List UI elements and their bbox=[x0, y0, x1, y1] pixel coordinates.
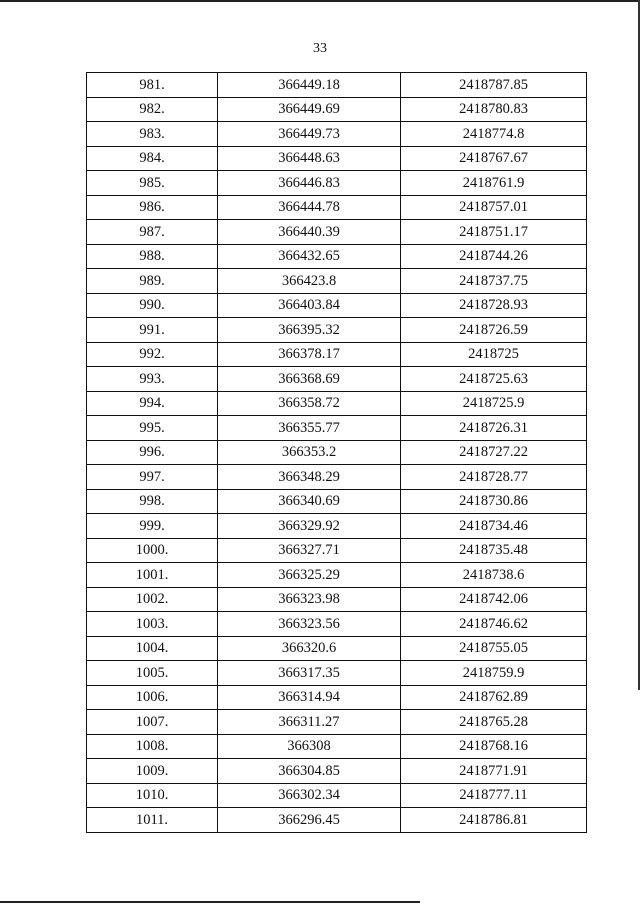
y-coordinate-cell: 2418734.46 bbox=[401, 514, 587, 539]
point-number-cell: 988. bbox=[87, 244, 218, 269]
y-coordinate-cell: 2418738.6 bbox=[401, 563, 587, 588]
table-row bbox=[87, 808, 587, 833]
y-coordinate-cell: 2418728.77 bbox=[401, 465, 587, 490]
table-row bbox=[87, 391, 587, 416]
x-coordinate-cell: 366340.69 bbox=[218, 489, 401, 514]
y-coordinate-cell: 2418757.01 bbox=[401, 195, 587, 220]
point-number-cell: 981. bbox=[87, 73, 218, 98]
table-row bbox=[87, 489, 587, 514]
table-row bbox=[87, 587, 587, 612]
y-coordinate-cell: 2418759.9 bbox=[401, 661, 587, 686]
table-row bbox=[87, 367, 587, 392]
x-coordinate-cell: 366403.84 bbox=[218, 293, 401, 318]
y-coordinate-cell: 2418726.59 bbox=[401, 318, 587, 343]
point-number-cell: 996. bbox=[87, 440, 218, 465]
point-number-cell: 999. bbox=[87, 514, 218, 539]
x-coordinate-cell: 366320.6 bbox=[218, 636, 401, 661]
x-coordinate-cell: 366308 bbox=[218, 734, 401, 759]
table-row bbox=[87, 538, 587, 563]
point-number-cell: 1009. bbox=[87, 759, 218, 784]
point-number-cell: 984. bbox=[87, 146, 218, 171]
table-row bbox=[87, 734, 587, 759]
point-number-cell: 991. bbox=[87, 318, 218, 343]
point-number-cell: 1005. bbox=[87, 661, 218, 686]
point-number-cell: 1008. bbox=[87, 734, 218, 759]
point-number-cell: 998. bbox=[87, 489, 218, 514]
point-number-cell: 1003. bbox=[87, 612, 218, 637]
table-row bbox=[87, 220, 587, 245]
x-coordinate-cell: 366448.63 bbox=[218, 146, 401, 171]
x-coordinate-cell: 366323.56 bbox=[218, 612, 401, 637]
y-coordinate-cell: 2418744.26 bbox=[401, 244, 587, 269]
x-coordinate-cell: 366444.78 bbox=[218, 195, 401, 220]
table-row bbox=[87, 416, 587, 441]
table-row bbox=[87, 73, 587, 98]
point-number-cell: 983. bbox=[87, 122, 218, 147]
x-coordinate-cell: 366423.8 bbox=[218, 269, 401, 294]
x-coordinate-cell: 366296.45 bbox=[218, 808, 401, 833]
y-coordinate-cell: 2418765.28 bbox=[401, 710, 587, 735]
y-coordinate-cell: 2418728.93 bbox=[401, 293, 587, 318]
y-coordinate-cell: 2418767.67 bbox=[401, 146, 587, 171]
y-coordinate-cell: 2418727.22 bbox=[401, 440, 587, 465]
y-coordinate-cell: 2418735.48 bbox=[401, 538, 587, 563]
table-row bbox=[87, 465, 587, 490]
x-coordinate-cell: 366395.32 bbox=[218, 318, 401, 343]
y-coordinate-cell: 2418768.16 bbox=[401, 734, 587, 759]
x-coordinate-cell: 366323.98 bbox=[218, 587, 401, 612]
y-coordinate-cell: 2418742.06 bbox=[401, 587, 587, 612]
x-coordinate-cell: 366355.77 bbox=[218, 416, 401, 441]
table-row bbox=[87, 171, 587, 196]
table-row bbox=[87, 244, 587, 269]
x-coordinate-cell: 366302.34 bbox=[218, 783, 401, 808]
x-coordinate-cell: 366440.39 bbox=[218, 220, 401, 245]
point-number-cell: 1007. bbox=[87, 710, 218, 735]
x-coordinate-cell: 366317.35 bbox=[218, 661, 401, 686]
point-number-cell: 985. bbox=[87, 171, 218, 196]
table-row bbox=[87, 269, 587, 294]
y-coordinate-cell: 2418737.75 bbox=[401, 269, 587, 294]
point-number-cell: 1002. bbox=[87, 587, 218, 612]
x-coordinate-cell: 366432.65 bbox=[218, 244, 401, 269]
point-number-cell: 997. bbox=[87, 465, 218, 490]
x-coordinate-cell: 366325.29 bbox=[218, 563, 401, 588]
point-number-cell: 987. bbox=[87, 220, 218, 245]
point-number-cell: 989. bbox=[87, 269, 218, 294]
table-row bbox=[87, 612, 587, 637]
table-row bbox=[87, 318, 587, 343]
y-coordinate-cell: 2418726.31 bbox=[401, 416, 587, 441]
x-coordinate-cell: 366449.69 bbox=[218, 97, 401, 122]
table-row bbox=[87, 293, 587, 318]
point-number-cell: 986. bbox=[87, 195, 218, 220]
y-coordinate-cell: 2418730.86 bbox=[401, 489, 587, 514]
scan-edge-bottom bbox=[0, 901, 420, 903]
y-coordinate-cell: 2418746.62 bbox=[401, 612, 587, 637]
scan-edge-top bbox=[0, 0, 640, 2]
x-coordinate-cell: 366449.73 bbox=[218, 122, 401, 147]
table-row bbox=[87, 440, 587, 465]
y-coordinate-cell: 2418786.81 bbox=[401, 808, 587, 833]
table-row bbox=[87, 661, 587, 686]
table-row bbox=[87, 636, 587, 661]
y-coordinate-cell: 2418725 bbox=[401, 342, 587, 367]
point-number-cell: 1004. bbox=[87, 636, 218, 661]
x-coordinate-cell: 366329.92 bbox=[218, 514, 401, 539]
table-row bbox=[87, 146, 587, 171]
y-coordinate-cell: 2418780.83 bbox=[401, 97, 587, 122]
table-row bbox=[87, 195, 587, 220]
y-coordinate-cell: 2418755.05 bbox=[401, 636, 587, 661]
x-coordinate-cell: 366449.18 bbox=[218, 73, 401, 98]
y-coordinate-cell: 2418777.11 bbox=[401, 783, 587, 808]
x-coordinate-cell: 366358.72 bbox=[218, 391, 401, 416]
page-number: 33 bbox=[313, 41, 327, 56]
point-number-cell: 995. bbox=[87, 416, 218, 441]
table-row bbox=[87, 685, 587, 710]
y-coordinate-cell: 2418787.85 bbox=[401, 73, 587, 98]
table-row bbox=[87, 342, 587, 367]
x-coordinate-cell: 366368.69 bbox=[218, 367, 401, 392]
y-coordinate-cell: 2418725.63 bbox=[401, 367, 587, 392]
point-number-cell: 1000. bbox=[87, 538, 218, 563]
table-row bbox=[87, 97, 587, 122]
x-coordinate-cell: 366327.71 bbox=[218, 538, 401, 563]
table-row bbox=[87, 514, 587, 539]
point-number-cell: 993. bbox=[87, 367, 218, 392]
x-coordinate-cell: 366378.17 bbox=[218, 342, 401, 367]
x-coordinate-cell: 366304.85 bbox=[218, 759, 401, 784]
table-row bbox=[87, 759, 587, 784]
x-coordinate-cell: 366314.94 bbox=[218, 685, 401, 710]
point-number-cell: 992. bbox=[87, 342, 218, 367]
y-coordinate-cell: 2418762.89 bbox=[401, 685, 587, 710]
table-row bbox=[87, 710, 587, 735]
point-number-cell: 990. bbox=[87, 293, 218, 318]
point-number-cell: 1011. bbox=[87, 808, 218, 833]
x-coordinate-cell: 366446.83 bbox=[218, 171, 401, 196]
point-number-cell: 1006. bbox=[87, 685, 218, 710]
y-coordinate-cell: 2418771.91 bbox=[401, 759, 587, 784]
x-coordinate-cell: 366311.27 bbox=[218, 710, 401, 735]
point-number-cell: 1010. bbox=[87, 783, 218, 808]
y-coordinate-cell: 2418725.9 bbox=[401, 391, 587, 416]
x-coordinate-cell: 366348.29 bbox=[218, 465, 401, 490]
table-row bbox=[87, 122, 587, 147]
coordinates-table bbox=[86, 72, 587, 833]
y-coordinate-cell: 2418774.8 bbox=[401, 122, 587, 147]
y-coordinate-cell: 2418761.9 bbox=[401, 171, 587, 196]
table-row bbox=[87, 563, 587, 588]
y-coordinate-cell: 2418751.17 bbox=[401, 220, 587, 245]
coordinates-table-body bbox=[87, 73, 587, 833]
point-number-cell: 994. bbox=[87, 391, 218, 416]
x-coordinate-cell: 366353.2 bbox=[218, 440, 401, 465]
point-number-cell: 982. bbox=[87, 97, 218, 122]
point-number-cell: 1001. bbox=[87, 563, 218, 588]
table-row bbox=[87, 783, 587, 808]
